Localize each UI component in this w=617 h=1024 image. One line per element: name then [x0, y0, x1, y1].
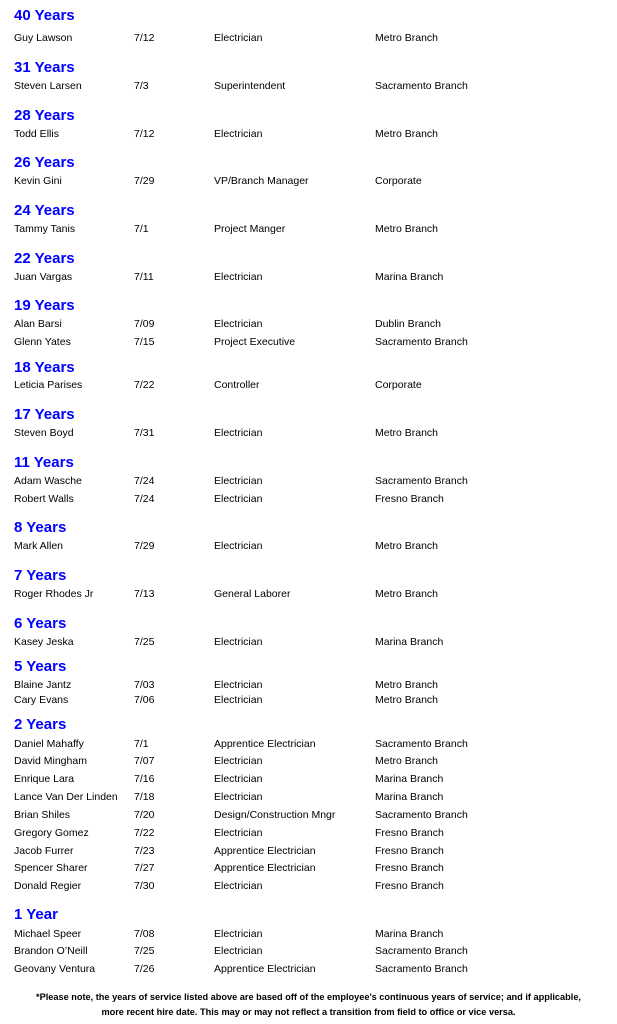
job-title: Electrician	[214, 928, 263, 940]
anniversary-date: 7/25	[134, 945, 155, 957]
anniversary-date: 7/27	[134, 862, 155, 874]
job-title: Project Executive	[214, 336, 296, 348]
branch-name: Fresno Branch	[375, 493, 444, 505]
job-title: Electrician	[214, 318, 263, 330]
anniversary-date: 7/18	[134, 791, 155, 803]
anniversary-date: 7/12	[134, 128, 155, 140]
employee-name: Michael Speer	[14, 928, 82, 940]
employee-name: Kasey Jeska	[14, 636, 74, 648]
employee-name: Donald Regier	[14, 880, 82, 892]
job-title: Superintendent	[214, 80, 286, 92]
job-title: Electrician	[214, 694, 263, 706]
employee-name: Spencer Sharer	[14, 862, 88, 874]
employee-row	[0, 269, 617, 285]
footnote	[8, 990, 609, 1020]
employee-name: Adam Wasche	[14, 475, 82, 487]
branch-name: Sacramento Branch	[375, 336, 468, 348]
branch-name: Fresno Branch	[375, 827, 444, 839]
anniversary-date: 7/22	[134, 827, 155, 839]
employee-name: Alan Barsi	[14, 318, 62, 330]
employee-row	[0, 878, 617, 894]
anniversary-date: 7/12	[134, 32, 155, 44]
branch-name: Metro Branch	[375, 223, 439, 235]
employee-row	[0, 173, 617, 189]
branch-name: Dublin Branch	[375, 318, 441, 330]
anniversary-date: 7/15	[134, 336, 155, 348]
branch-name: Sacramento Branch	[375, 809, 468, 821]
job-title: Electrician	[214, 128, 263, 140]
group-heading: 24 Years	[14, 202, 75, 219]
employee-name: Daniel Mahaffy	[14, 738, 84, 750]
employee-name: Blaine Jantz	[14, 679, 72, 691]
job-title: General Laborer	[214, 588, 291, 600]
group-heading: 2 Years	[14, 716, 67, 733]
employee-name: Jacob Furrer	[14, 845, 74, 857]
anniversary-date: 7/1	[134, 738, 149, 750]
job-title: Apprentice Electrician	[214, 845, 316, 857]
job-title: Electrician	[214, 493, 263, 505]
employee-name: Robert Walls	[14, 493, 74, 505]
job-title: Apprentice Electrician	[214, 738, 316, 750]
job-title: Electrician	[214, 636, 263, 648]
anniversary-date: 7/30	[134, 880, 155, 892]
job-title: Electrician	[214, 945, 263, 957]
branch-name: Metro Branch	[375, 588, 439, 600]
anniversary-date: 7/29	[134, 540, 155, 552]
branch-name: Marina Branch	[375, 928, 444, 940]
branch-name: Corporate	[375, 175, 422, 187]
employee-row	[0, 334, 617, 350]
employee-row	[0, 30, 617, 46]
employee-row	[0, 943, 617, 959]
employee-name: Guy Lawson	[14, 32, 73, 44]
group-heading: 7 Years	[14, 567, 67, 584]
employee-row	[0, 736, 617, 752]
employee-row	[0, 425, 617, 441]
employee-row	[0, 961, 617, 977]
employee-name: Glenn Yates	[14, 336, 71, 348]
anniversary-date: 7/26	[134, 963, 155, 975]
group-heading: 5 Years	[14, 658, 67, 675]
group-heading: 26 Years	[14, 154, 75, 171]
branch-name: Sacramento Branch	[375, 963, 468, 975]
job-title: Electrician	[214, 773, 263, 785]
job-title: Project Manger	[214, 223, 286, 235]
employee-name: Leticia Parises	[14, 379, 83, 391]
branch-name: Metro Branch	[375, 32, 439, 44]
employee-row	[0, 126, 617, 142]
branch-name: Fresno Branch	[375, 845, 444, 857]
job-title: Electrician	[214, 827, 263, 839]
branch-name: Marina Branch	[375, 791, 444, 803]
anniversary-date: 7/29	[134, 175, 155, 187]
anniversary-date: 7/09	[134, 318, 155, 330]
job-title: Electrician	[214, 880, 263, 892]
job-title: VP/Branch Manager	[214, 175, 309, 187]
job-title: Electrician	[214, 271, 263, 283]
employee-name: Brandon O’Neill	[14, 945, 88, 957]
employee-name: Kevin Gini	[14, 175, 62, 187]
branch-name: Marina Branch	[375, 271, 444, 283]
employee-name: Mark Allen	[14, 540, 64, 552]
anniversary-date: 7/3	[134, 80, 149, 92]
anniversary-date: 7/23	[134, 845, 155, 857]
branch-name: Metro Branch	[375, 540, 439, 552]
anniversary-date: 7/22	[134, 379, 155, 391]
anniversary-date: 7/11	[134, 271, 154, 283]
job-title: Electrician	[214, 791, 263, 803]
branch-name: Metro Branch	[375, 755, 439, 767]
footnote-line-2: more recent hire date. This may or may not reflect a transition from field to office or vice versa.	[101, 1007, 516, 1017]
anniversary-date: 7/25	[134, 636, 155, 648]
branch-name: Marina Branch	[375, 773, 444, 785]
job-title: Apprentice Electrician	[214, 963, 316, 975]
employee-row	[0, 843, 617, 859]
group-heading: 1 Year	[14, 906, 58, 923]
branch-name: Metro Branch	[375, 694, 439, 706]
group-heading: 18 Years	[14, 359, 75, 376]
anniversary-date: 7/13	[134, 588, 155, 600]
group-heading: 11 Years	[14, 454, 74, 471]
employee-name: Gregory Gomez	[14, 827, 89, 839]
group-heading: 22 Years	[14, 250, 75, 267]
employee-name: Steven Larsen	[14, 80, 82, 92]
employee-name: David Mingham	[14, 755, 87, 767]
anniversary-date: 7/06	[134, 694, 155, 706]
job-title: Electrician	[214, 427, 263, 439]
employee-row	[0, 316, 617, 332]
branch-name: Sacramento Branch	[375, 738, 468, 750]
job-title: Design/Construction Mngr	[214, 809, 336, 821]
anniversary-date: 7/07	[134, 755, 155, 767]
group-heading: 19 Years	[14, 297, 75, 314]
job-title: Electrician	[214, 32, 263, 44]
branch-name: Metro Branch	[375, 679, 439, 691]
employee-name: Brian Shiles	[14, 809, 71, 821]
employee-row	[0, 860, 617, 876]
anniversary-date: 7/20	[134, 809, 155, 821]
employee-name: Roger Rhodes Jr	[14, 588, 94, 600]
employee-row	[0, 221, 617, 237]
job-title: Electrician	[214, 755, 263, 767]
employee-name: Geovany Ventura	[14, 963, 96, 975]
branch-name: Sacramento Branch	[375, 945, 468, 957]
employee-row	[0, 677, 617, 693]
anniversary-date: 7/1	[134, 223, 149, 235]
employee-row	[0, 473, 617, 489]
job-title: Electrician	[214, 679, 263, 691]
employee-name: Todd Ellis	[14, 128, 59, 140]
branch-name: Marina Branch	[375, 636, 444, 648]
employee-row	[0, 771, 617, 787]
employee-row	[0, 538, 617, 554]
employee-row	[0, 491, 617, 507]
group-heading: 8 Years	[14, 519, 67, 536]
anniversary-date: 7/31	[134, 427, 155, 439]
job-title: Electrician	[214, 475, 263, 487]
employee-row	[0, 634, 617, 650]
employee-row	[0, 926, 617, 942]
footnote-line-1: *Please note, the years of service listed above are based off of the employee’s continuous years of service; and if applicable,	[36, 992, 581, 1002]
employee-row	[0, 692, 617, 708]
group-heading: 31 Years	[14, 59, 75, 76]
employee-row	[0, 789, 617, 805]
branch-name: Fresno Branch	[375, 880, 444, 892]
group-heading: 40 Years	[14, 7, 75, 24]
group-heading: 6 Years	[14, 615, 67, 632]
employee-row	[0, 753, 617, 769]
anniversary-date: 7/24	[134, 475, 155, 487]
employee-name: Juan Vargas	[14, 271, 73, 283]
employee-row	[0, 78, 617, 94]
job-title: Controller	[214, 379, 260, 391]
group-heading: 28 Years	[14, 107, 75, 124]
employee-name: Enrique Lara	[14, 773, 75, 785]
employee-row	[0, 807, 617, 823]
anniversary-date: 7/08	[134, 928, 155, 940]
group-heading: 17 Years	[14, 406, 75, 423]
branch-name: Metro Branch	[375, 427, 439, 439]
branch-name: Sacramento Branch	[375, 475, 468, 487]
employee-name: Lance Van Der Linden	[14, 791, 118, 803]
job-title: Apprentice Electrician	[214, 862, 316, 874]
anniversary-date: 7/03	[134, 679, 155, 691]
employee-name: Tammy Tanis	[14, 223, 76, 235]
employee-name: Cary Evans	[14, 694, 69, 706]
branch-name: Corporate	[375, 379, 422, 391]
employee-row	[0, 586, 617, 602]
branch-name: Metro Branch	[375, 128, 439, 140]
employee-row	[0, 377, 617, 393]
employee-name: Steven Boyd	[14, 427, 74, 439]
branch-name: Sacramento Branch	[375, 80, 468, 92]
job-title: Electrician	[214, 540, 263, 552]
anniversary-date: 7/16	[134, 773, 155, 785]
employee-row	[0, 825, 617, 841]
branch-name: Fresno Branch	[375, 862, 444, 874]
anniversary-date: 7/24	[134, 493, 155, 505]
